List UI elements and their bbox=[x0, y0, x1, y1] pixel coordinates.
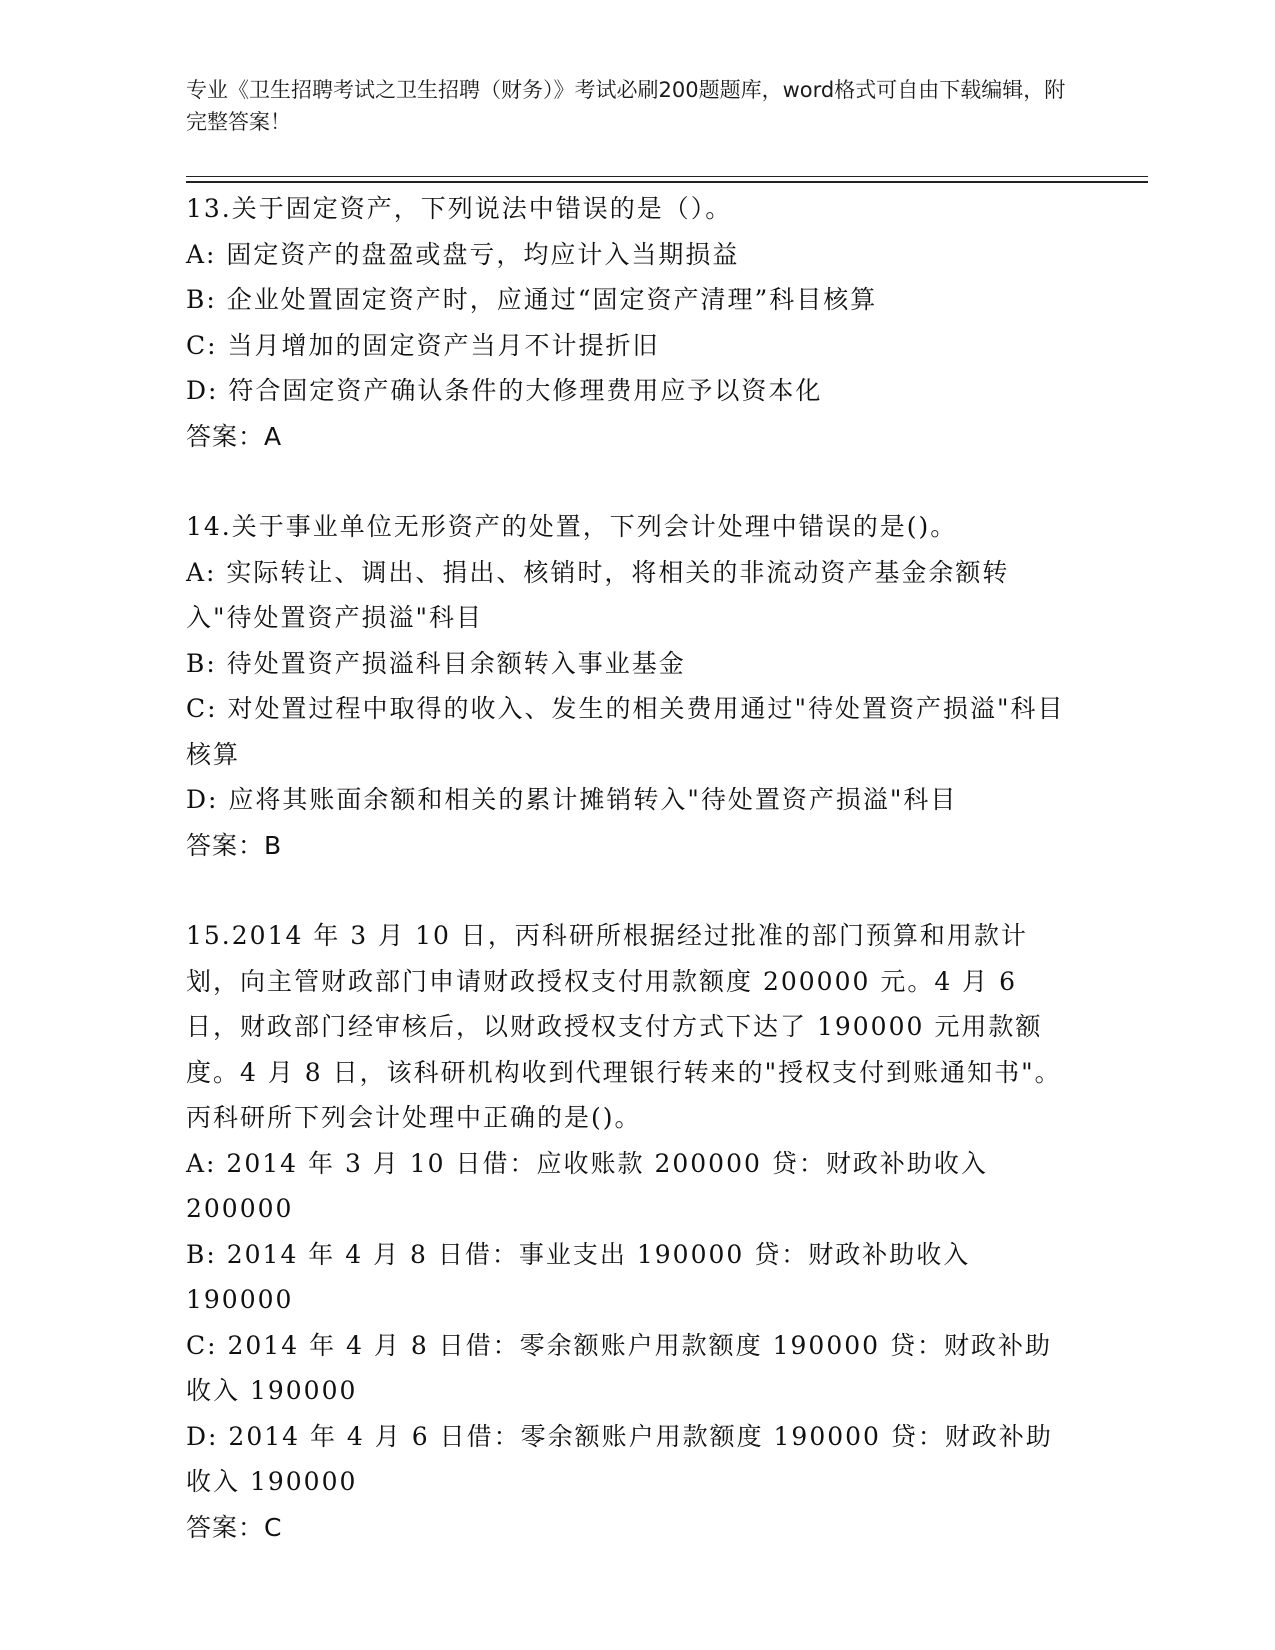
option-c: C: 2014 年 4 月 8 日借：零余额账户用款额度 190000 贷：财政补助收入 190000 bbox=[186, 1330, 1052, 1405]
option-b: B: 企业处置固定资产时，应通过“固定资产清理”科目核算 bbox=[186, 285, 878, 314]
question-stem: 15.2014 年 3 月 10 日，丙科研所根据经过批准的部门预算和用款计划，向主管财政部门申请财政授权支付用款额度 200000 元。4 月 6 日，财政部门经审核后，以财政授权支付方式下达了 190000 元用款额度。4 月 8 日，该科研机构收到代理银行转来的"授权支付到账通知书"。丙科研所下列会计处理中正确的是()。 bbox=[186, 921, 1062, 1132]
option-c: C: 当月增加的固定资产当月不计提折旧 bbox=[186, 330, 660, 360]
option-d: D: 符合固定资产确认条件的大修理费用应予以资本化 bbox=[186, 376, 823, 405]
answer-label: 答案：B bbox=[186, 830, 283, 860]
option-c: C: 对处置过程中取得的收入、发生的相关费用通过"待处置资产损溢"科目核算 bbox=[186, 694, 1065, 769]
question-15 bbox=[186, 913, 1076, 1550]
header-divider-thick bbox=[186, 181, 1148, 183]
question-stem: 14.关于事业单位无形资产的处置，下列会计处理中错误的是()。 bbox=[186, 512, 958, 541]
document-header: 专业《卫生招聘考试之卫生招聘（财务）》考试必刷200题题库，word格式可自由下载编辑，附完整答案！ bbox=[186, 78, 1066, 134]
option-a: A: 固定资产的盘盈或盘亏，均应计入当期损益 bbox=[186, 239, 740, 269]
option-a: A: 实际转让、调出、捐出、核销时，将相关的非流动资产基金余额转入"待处置资产损溢"科目 bbox=[186, 557, 1010, 632]
answer-label: 答案：C bbox=[186, 1512, 283, 1542]
answer-label: 答案：A bbox=[186, 421, 283, 451]
question-13 bbox=[186, 186, 1076, 459]
option-b: B: 2014 年 4 月 8 日借：事业支出 190000 贷：财政补助收入 190000 bbox=[186, 1239, 971, 1314]
option-b: B: 待处置资产损溢科目余额转入事业基金 bbox=[186, 648, 686, 678]
option-d: D: 应将其账面余额和相关的累计摊销转入"待处置资产损溢"科目 bbox=[186, 785, 958, 814]
question-list bbox=[186, 186, 1076, 1550]
option-d: D: 2014 年 4 月 6 日借：零余额账户用款额度 190000 贷：财政补助收入 190000 bbox=[186, 1421, 1053, 1496]
header-divider-thin bbox=[186, 176, 1148, 177]
option-a: A: 2014 年 3 月 10 日借：应收账款 200000 贷：财政补助收入 200000 bbox=[186, 1148, 988, 1223]
question-stem: 13.关于固定资产，下列说法中错误的是（）。 bbox=[186, 194, 733, 223]
question-14 bbox=[186, 504, 1076, 868]
